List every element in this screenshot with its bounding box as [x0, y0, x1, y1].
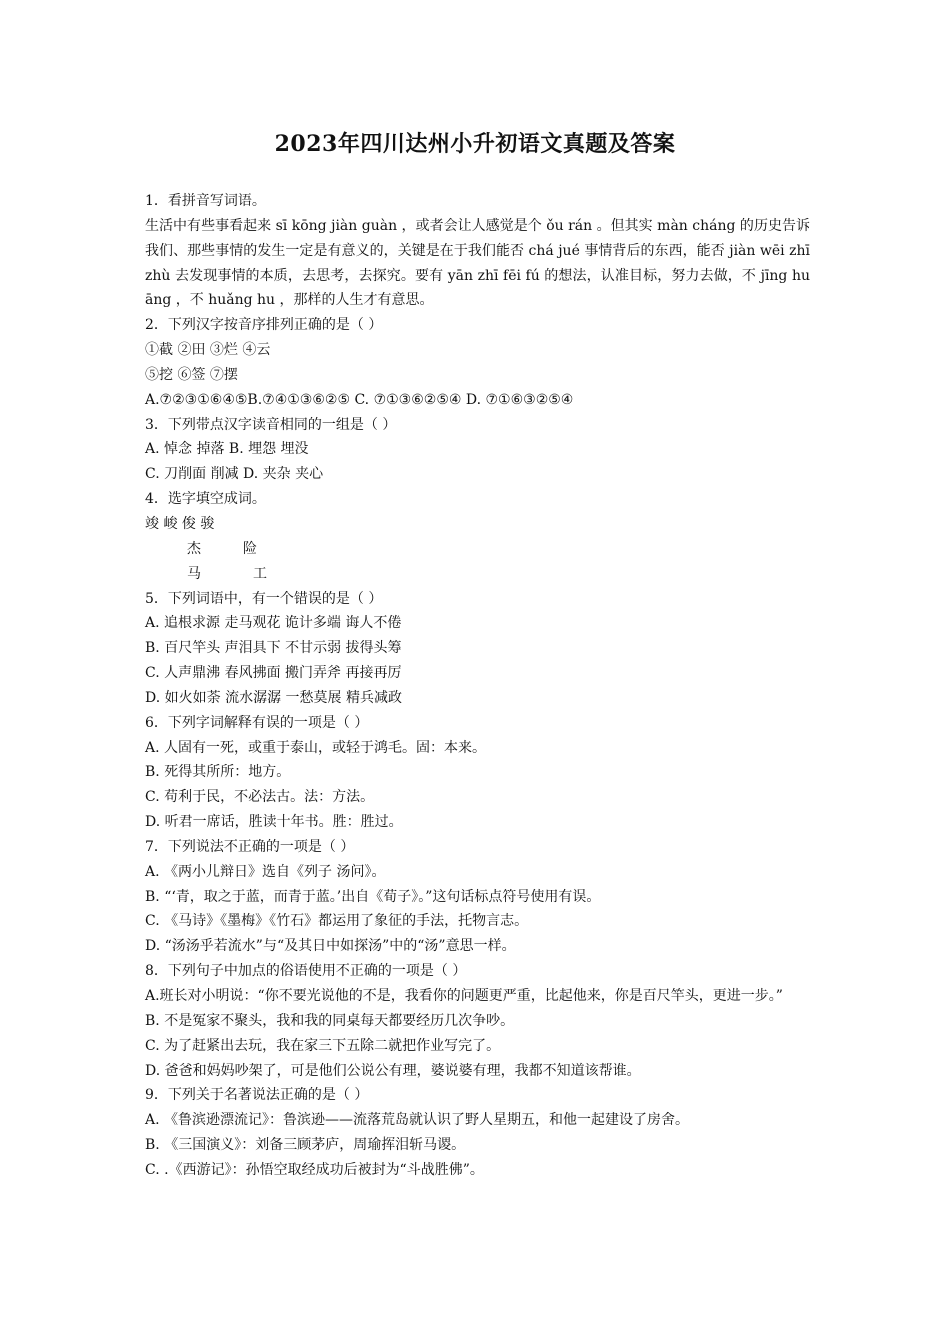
q6-stem: 6．下列字词解释有误的一项是（ ）	[145, 714, 369, 731]
q4-blank-xian: 险	[243, 540, 257, 557]
q7-option-b: B. “‘青，取之于蓝，而青于蓝。’出自《荀子》。”这句话标点符号使用有误。	[145, 888, 601, 905]
q4-blank-gong: 工	[253, 565, 267, 582]
q4-stem: 4．选字填空成词。	[145, 491, 266, 508]
q2-options: A.⑦②③①⑥④⑤B.⑦④①③⑥②⑤ C. ⑦①③⑥②⑤④ D. ⑦①⑥③②⑤④	[145, 391, 574, 408]
q9-option-b: B. 《三国演义》：刘备三顾茅庐，周瑜挥泪斩马谡。	[145, 1137, 466, 1154]
q3-row1: A. 悼念 掉落 B. 埋怨 埋没	[145, 441, 309, 458]
exam-content	[145, 189, 810, 1183]
q4-row2	[145, 562, 810, 587]
q3-stem: 3．下列带点汉字读音相同的一组是（ ）	[145, 416, 397, 433]
q5-stem: 5．下列词语中，有一个错误的是（ ）	[145, 590, 383, 607]
q1-paragraph: 生活中有些事看起来 sī kōng jiàn guàn ，或者会让人感觉是个 ǒu rán 。但其实 màn cháng 的历史告诉我们、那些事情的发生一定是有意义的，关键是在于我们能否 chá jué 事情背后的东西，能否 jiàn wēi zhī zhù 去发现事情的本质，去思考，去探究。要有 yān zhī fēi fú 的想法，认准目标，努力去做，不 jīng huāng ，不 huǎng hu ，那样的人生才有意思。	[145, 217, 810, 309]
q5-option-c: C. 人声鼎沸 春风拂面 搬门弄斧 再接再厉	[145, 665, 402, 682]
q9-option-c: C. .《西游记》：孙悟空取经成功后被封为“斗战胜佛”。	[145, 1161, 484, 1178]
q7-option-c: C. 《马诗》《墨梅》《竹石》都运用了象征的手法，托物言志。	[145, 913, 529, 930]
q6-option-d: D. 听君一席话，胜读十年书。胜：胜过。	[145, 814, 403, 831]
q5-option-d: D. 如火如荼 流水潺潺 一愁莫展 精兵减政	[145, 689, 402, 706]
q8-stem: 8．下列句子中加点的俗语使用不正确的一项是（ ）	[145, 963, 467, 980]
q4-row1	[145, 537, 810, 562]
q5-option-a: A. 追根求源 走马观花 诡计多端 诲人不倦	[145, 615, 402, 632]
q1-stem: 1．看拼音写词语。	[145, 193, 266, 209]
q8-option-d: D. 爸爸和妈妈吵架了，可是他们公说公有理，婆说婆有理，我都不知道该帮谁。	[145, 1062, 641, 1079]
q2-row2: ⑤挖 ⑥签 ⑦摆	[145, 366, 238, 383]
q4-blank-ma: 马	[187, 565, 201, 582]
q6-option-c: C. 苟利于民，不必法古。法：方法。	[145, 789, 375, 806]
q2-row1: ①截 ②田 ③烂 ④云	[145, 342, 271, 359]
q9-stem: 9．下列关于名著说法正确的是（ ）	[145, 1087, 369, 1104]
q8-option-b: B. 不是冤家不聚头，我和我的同桌每天都要经历几次争吵。	[145, 1012, 515, 1029]
q6-option-b: B. 死得其所所：地方。	[145, 764, 291, 781]
q7-option-d: D. “汤汤乎若流水”与“及其日中如探汤”中的“汤”意思一样。	[145, 938, 516, 955]
q4-chars: 竣 峻 俊 骏	[145, 515, 215, 532]
q2-stem: 2．下列汉字按音序排列正确的是（ ）	[145, 317, 383, 334]
q6-option-a: A. 人固有一死，或重于泰山，或轻于鸿毛。固：本来。	[145, 739, 487, 756]
q7-stem: 7．下列说法不正确的一项是（ ）	[145, 838, 355, 855]
q8-option-a: A.班长对小明说：“你不要光说他的不是，我看你的问题更严重，比起他来，你是百尺竿头，更进一步。”	[145, 988, 783, 1004]
q3-row2: C. 刀削面 削减 D. 夹杂 夹心	[145, 466, 324, 483]
q7-option-a: A. 《两小儿辩日》选自《列子 汤问》。	[145, 863, 386, 880]
q8-option-c: C. 为了赶紧出去玩，我在家三下五除二就把作业写完了。	[145, 1037, 501, 1054]
q5-option-b: B. 百尺竿头 声泪具下 不甘示弱 拔得头筹	[145, 640, 402, 657]
q4-blank-jie: 杰	[187, 540, 201, 557]
q9-option-a: A. 《鲁滨逊漂流记》：鲁滨逊——流落荒岛就认识了野人星期五，和他一起建设了房舍。	[145, 1112, 690, 1129]
page-title: 2023年四川达州小升初语文真题及答案	[274, 131, 676, 157]
